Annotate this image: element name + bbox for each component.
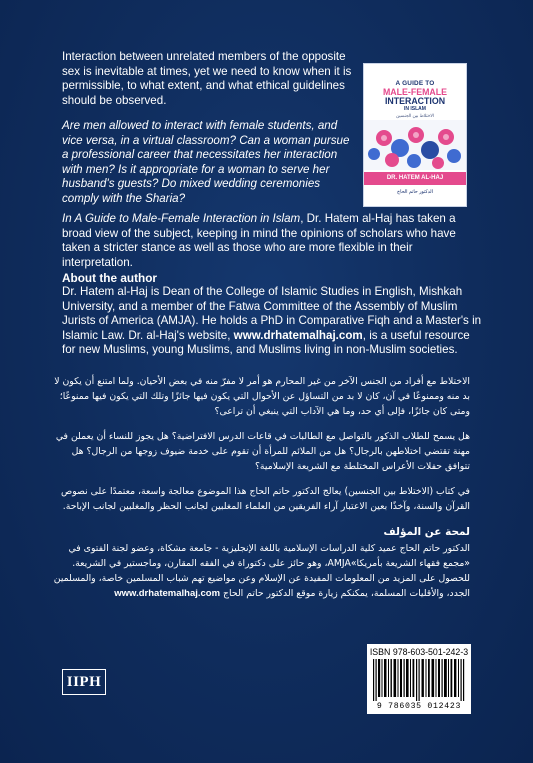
- publisher-logo-text: IIPH: [66, 674, 102, 690]
- publisher-logo: [62, 669, 106, 695]
- arabic-about-paragraph: [50, 541, 470, 601]
- cover-title-line2: MALE-FEMALE: [382, 87, 447, 97]
- cover-arabic-subtitle: الاختلاط بين الجنسين: [395, 113, 435, 118]
- barcode-number: 9 786035 012423: [376, 702, 462, 711]
- arabic-summary-paragraph: في كتاب (الاختلاط بين الجنسين) يعالج الدكتور حاتم الحاج هذا الموضوع معالجة واسعة، معتمدًا على نصوص القرآن والسنة، وآخذًا بعين الاعتبار آراء الفريقين من العلماء المغلبين لجانب الحظر والمغلبين لجانب الإباحة.: [60, 486, 470, 512]
- arabic-intro-paragraph: الاختلاط مع أفراد من الجنس الآخر من غير المحارم هو أمر لا مفرّ منه في بعض الأحيان. ولما امتنع أن يكون لا بد منه وممنوعًا في آن، كان لا بد من التساؤل عن الأحوال التي يكون فيها جائزًا وتلك التي يكون فيها ممنوعًا؛ ومتى كان جائزًا، فإلى أي حد، وما هي الآداب التي ينبغي أن تراعى؟: [54, 376, 470, 417]
- about-text-2: , is a useful resource for new Muslims, young Muslims, and Muslims living in non-Muslim societies.: [62, 328, 470, 357]
- cover-title-line4: IN ISLAM: [404, 106, 426, 112]
- barcode-label: [367, 644, 471, 714]
- about-text-1: Dr. Hatem al-Haj is Dean of the College of Islamic Studies in English, Mishkah University, and a member of the Fatwa Committee of the Assembly of Muslim Jurists of America (AMJA). He holds a PhD in Comparative Fiqh and a Master's in Islamic Law. Dr. al-Haj's website,: [62, 285, 482, 342]
- arabic-questions-paragraph: هل يسمح للطلاب الذكور بالتواصل مع الطالبات في قاعات الدرس الافتراضية؟ هل يجوز للنساء أن يعملن في مهنة تقتضي اختلاطهن بالرجال؟ هل من الملائم للمرأة أن تقوم على خدمة ضيوف زوجها من الرجال؟ هل تتوافق حفلات الأعراس المختلطة مع الشريعة الإسلامية؟: [55, 431, 470, 472]
- intro-paragraph: Interaction between unrelated members of the opposite sex is inevitable at times, yet we need to know when it is permissible, to what extent, and what ethical guidelines should be observed.: [62, 50, 352, 107]
- cover-author: DR. HATEM AL-HAJ: [364, 172, 466, 185]
- arabic-author-website: www.drhatemalhaj.com: [114, 588, 221, 599]
- cover-title-line1: A GUIDE TO: [395, 80, 435, 87]
- questions-paragraph: Are men allowed to interact with female students, and vice versa, in a virtual classroom? Can a woman pursue a professional career that necessitates her interaction with men? Is it appropriate for a woman to serve her husband's guests? Do mixed wedding ceremonies comply with the Sharia?: [62, 119, 350, 205]
- summary-paragraph: [62, 212, 472, 270]
- front-cover-thumbnail: [364, 64, 466, 206]
- cover-publisher-line: الدكتور حاتم الحاج: [397, 190, 433, 195]
- about-author-paragraph: [62, 285, 484, 358]
- isbn-text: ISBN 978-603-501-242-3: [369, 647, 469, 657]
- cover-title-line3: INTERACTION: [384, 96, 446, 106]
- barcode: [371, 659, 467, 701]
- about-author-heading: About the author: [62, 271, 158, 285]
- arabic-about-heading: لمحة عن المؤلف: [383, 526, 470, 538]
- arabic-about-text: الدكتور حاتم الحاج عميد كلية الدراسات الإسلامية باللغة الإنجليزية - جامعة مشكاة، وعضو لجنة الفتوى في «مجمع فقهاء الشريعة بأمريكا»AMJA، وهو حائز على دكتوراة في الفقه المقارن، وماجستير في الشريعة. للحصول على المزيد من المعلومات المفيدة عن الإسلام وعن مواضيع تهم شباب المسلمين خاصة، والمسلمين الجدد، والأقليات المسلمة، يمكنكم زيارة موقع الدكتور حاتم الحاج: [53, 543, 470, 599]
- cover-illustration: [364, 120, 466, 170]
- summary-text: , Dr. Hatem al-Haj has taken a broad view of the subject, keeping in mind the opinions of scholars who have taken a stricter stance as well as those who are more flexible in their interpretation.: [62, 212, 456, 269]
- author-website: www.drhatemalhaj.com: [233, 328, 363, 342]
- book-title-inline: In A Guide to Male-Female Interaction in Islam: [62, 212, 301, 225]
